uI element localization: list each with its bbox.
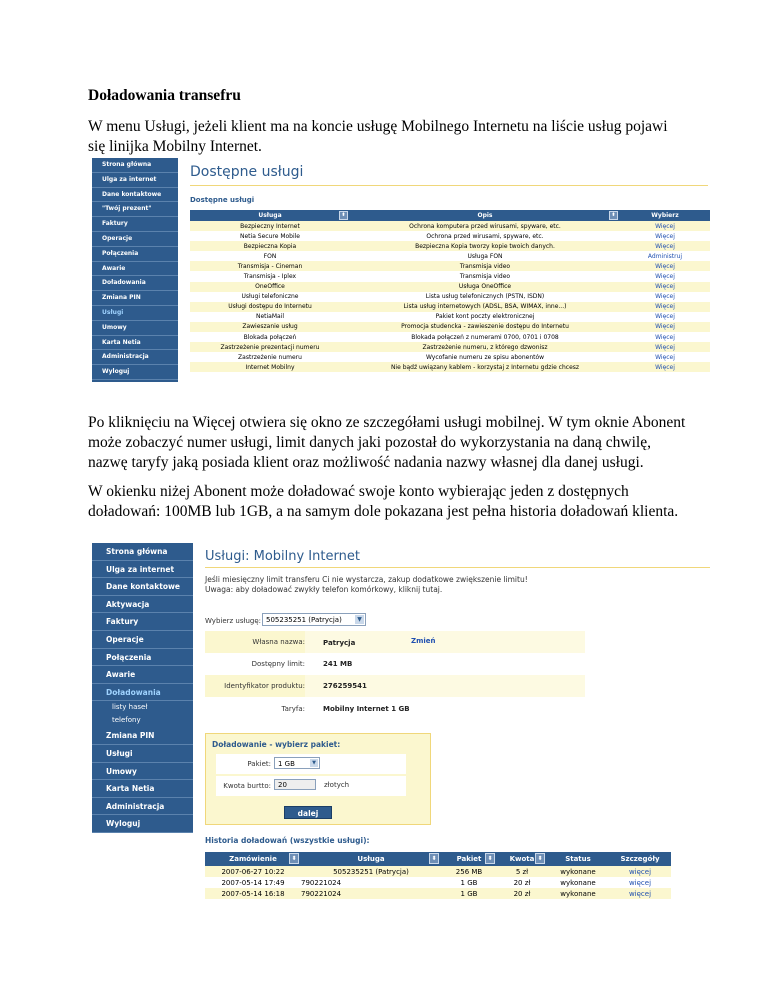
- table-row: [190, 261, 710, 271]
- service-name: Usługi telefoniczne: [190, 292, 350, 302]
- sidebar-item[interactable]: Strona główna: [92, 543, 193, 561]
- page-title: Usługi: Mobilny Internet: [205, 549, 360, 564]
- more-link[interactable]: Więcej: [620, 342, 710, 352]
- sidebar-menu: [92, 158, 178, 382]
- service-name: Netia Secure Mobile: [190, 231, 350, 241]
- sidebar-item[interactable]: Awarie: [92, 666, 193, 684]
- available-limit-value: 241 MB: [323, 660, 353, 668]
- history-cell: 20 zł: [497, 888, 547, 899]
- table-row: [190, 362, 710, 372]
- history-col-header: Szczegóły: [609, 852, 671, 866]
- table-row: [190, 342, 710, 352]
- more-link[interactable]: Więcej: [620, 352, 710, 362]
- detail-label: Identyfikator produktu:: [224, 682, 305, 690]
- history-title: Historia doładowań (wszystkie usługi):: [205, 836, 370, 845]
- table-row: [190, 221, 710, 231]
- topup-history-table: [205, 852, 671, 899]
- chevron-down-icon: ▼: [310, 759, 318, 767]
- page-title: Dostępne usługi: [190, 164, 304, 180]
- service-name: Zastrzeżenie prezentacji numeru: [190, 342, 350, 352]
- service-description: Lista usług internetowych (ADSL, BSA, WIMAX, inne...): [350, 302, 620, 312]
- history-col-header[interactable]: Zamówienie ⬍: [205, 852, 301, 866]
- more-link[interactable]: Więcej: [620, 261, 710, 271]
- detail-label: Własna nazwa:: [252, 638, 305, 646]
- more-link[interactable]: Więcej: [620, 362, 710, 372]
- sort-icon[interactable]: ⬍: [429, 853, 439, 864]
- col-header-service[interactable]: Usługa ⬍: [190, 210, 350, 221]
- history-cell: 5 zł: [497, 866, 547, 877]
- select-service-label: Wybierz usługę:: [205, 617, 262, 625]
- table-row: [190, 271, 710, 281]
- more-link[interactable]: Administruj: [620, 251, 710, 261]
- table-row: [190, 251, 710, 261]
- sidebar-item[interactable]: Administracja: [92, 798, 193, 816]
- table-row: [205, 866, 671, 877]
- sidebar-item[interactable]: "Twój prezent": [92, 202, 178, 217]
- history-cell: 256 MB: [441, 866, 497, 877]
- title-divider: [190, 185, 708, 186]
- services-table: [190, 210, 710, 372]
- notice-text-2: Uwaga: aby doładować zwykły telefon komórkowy, kliknij tutaj.: [205, 585, 443, 594]
- table-row: [205, 888, 671, 899]
- service-description: Blokada połączeń z numerami 0700, 0701 i 0708: [350, 332, 620, 342]
- detail-label: Taryfa:: [281, 705, 305, 713]
- history-cell: wykonane: [547, 888, 609, 899]
- col-header-description[interactable]: Opis ⬍: [350, 210, 620, 221]
- details-link[interactable]: więcej: [609, 888, 671, 899]
- service-description: Zastrzeżenie numeru, z którego dzwonisz: [350, 342, 620, 352]
- doc-paragraph-3: W okienku niżej Abonent może doładować swoje konto wybierając jeden z dostępnych doładowań: 100MB lub 1GB, a na samym dole pokazana jest pełna historia doładowań klienta.: [88, 483, 679, 520]
- history-col-header[interactable]: Pakiet ⬍: [441, 852, 497, 866]
- chevron-down-icon: ▼: [355, 615, 364, 624]
- service-name: Transmisja - Iplex: [190, 271, 350, 281]
- sidebar-item[interactable]: Aktywacja: [92, 596, 193, 614]
- change-name-link[interactable]: Zmień: [411, 637, 436, 645]
- package-select[interactable]: 1 GB ▼: [274, 757, 320, 769]
- service-description: Transmisja video: [350, 271, 620, 281]
- more-link[interactable]: Więcej: [620, 271, 710, 281]
- custom-name-value: Patrycja: [323, 639, 356, 647]
- more-link[interactable]: Więcej: [620, 302, 710, 312]
- service-description: Bezpieczna Kopia tworzy kopie twoich danych.: [350, 241, 620, 251]
- history-cell: 1 GB: [441, 888, 497, 899]
- doc-heading: Doładowania transefru: [88, 87, 241, 104]
- more-link[interactable]: Więcej: [620, 292, 710, 302]
- service-name: OneOffice: [190, 282, 350, 292]
- service-name: NetiaMail: [190, 312, 350, 322]
- history-col-header[interactable]: Usługa ⬍: [301, 852, 441, 866]
- sidebar-item[interactable]: Wyloguj: [92, 365, 178, 380]
- screenshot-available-services: [92, 158, 710, 382]
- table-row: [190, 312, 710, 322]
- service-name: Zastrzeżenie numeru: [190, 352, 350, 362]
- more-link[interactable]: Więcej: [620, 282, 710, 292]
- sort-icon[interactable]: ⬍: [289, 853, 299, 864]
- service-description: Usługa FON: [350, 251, 620, 261]
- sidebar-item[interactable]: Umowy: [92, 763, 193, 781]
- sidebar-item[interactable]: Faktury: [92, 217, 178, 232]
- service-description: Wycofanie numeru ze spisu abonentów: [350, 352, 620, 362]
- history-cell: 2007-05-14 16:18: [205, 888, 301, 899]
- history-cell: 20 zł: [497, 877, 547, 888]
- service-name: Bezpieczna Kopia: [190, 241, 350, 251]
- sidebar-item[interactable]: Ulga za internet: [92, 173, 178, 188]
- history-cell: 790221024: [301, 888, 441, 899]
- service-description: Lista usług telefonicznych (PSTN, ISDN): [350, 292, 620, 302]
- sort-icon[interactable]: ⬍: [485, 853, 495, 864]
- sidebar-item[interactable]: Zmiana PIN: [92, 727, 193, 745]
- doc-paragraph-1: W menu Usługi, jeżeli klient ma na koncie usługę Mobilnego Internetu na liście usług pojawi się linijka Mobilny Internet.: [88, 118, 668, 155]
- sidebar-item[interactable]: Doładowania: [92, 684, 193, 702]
- sidebar-subitem[interactable]: listy haseł: [112, 703, 148, 712]
- sidebar-item[interactable]: Doładowania: [92, 276, 178, 291]
- sidebar-item[interactable]: Faktury: [92, 613, 193, 631]
- table-row: [205, 877, 671, 888]
- product-id-value: 276259541: [323, 682, 367, 690]
- service-details: [205, 631, 585, 729]
- service-name: Zawieszanie usług: [190, 322, 350, 332]
- history-cell: 2007-06-27 10:22: [205, 866, 301, 877]
- sidebar-item[interactable]: Usługi: [92, 306, 178, 321]
- sidebar-item[interactable]: Usługi: [92, 745, 193, 763]
- history-cell: 1 GB: [441, 877, 497, 888]
- sidebar-item[interactable]: Ulga za internet: [92, 561, 193, 579]
- history-cell: 2007-05-14 17:49: [205, 877, 301, 888]
- topup-title: Doładowanie - wybierz pakiet:: [212, 740, 341, 749]
- service-description: Ochrona komputera przed wirusami, spyware, etc.: [350, 221, 620, 231]
- amount-unit: złotych: [324, 781, 350, 789]
- more-link[interactable]: Więcej: [620, 241, 710, 251]
- table-row: [190, 241, 710, 251]
- screenshot-mobile-internet: [92, 543, 712, 928]
- table-row: [190, 332, 710, 342]
- service-description: Nie bądź uwiązany kablem - korzystaj z Internetu gdzie chcesz: [350, 362, 620, 372]
- service-description: Usługa OneOffice: [350, 282, 620, 292]
- history-cell: wykonane: [547, 866, 609, 877]
- col-header-select: Wybierz: [620, 210, 710, 221]
- sort-icon[interactable]: ⬍: [609, 211, 618, 220]
- sidebar-item[interactable]: Karta Netia: [92, 336, 178, 351]
- sidebar-item[interactable]: Dane kontaktowe: [92, 188, 178, 203]
- table-row: [190, 282, 710, 292]
- sidebar-item[interactable]: Operacje: [92, 232, 178, 247]
- title-divider: [205, 567, 710, 568]
- service-select[interactable]: 505235251 (Patrycja) ▼: [262, 613, 366, 626]
- package-label: Pakiet:: [247, 760, 271, 768]
- section-subtitle: Dostępne usługi: [190, 196, 255, 204]
- detail-label: Dostępny limit:: [251, 660, 305, 668]
- sort-icon[interactable]: ⬍: [339, 211, 348, 220]
- sidebar-menu: [92, 543, 193, 832]
- service-description: Transmisja video: [350, 261, 620, 271]
- notice-text: Jeśli miesięczny limit transferu Ci nie wystarcza, zakup dodatkowe zwiększenie limitu!: [205, 575, 528, 584]
- tariff-value: Mobilny Internet 1 GB: [323, 705, 410, 713]
- history-cell: wykonane: [547, 877, 609, 888]
- sort-icon[interactable]: ⬍: [535, 853, 545, 864]
- more-link[interactable]: Więcej: [620, 221, 710, 231]
- table-row: [190, 302, 710, 312]
- sidebar-item[interactable]: Połączenia: [92, 649, 193, 667]
- history-col-header: Status: [547, 852, 609, 866]
- sidebar-item[interactable]: Wyloguj: [92, 815, 193, 833]
- sidebar-item[interactable]: Operacje: [92, 631, 193, 649]
- table-row: [190, 322, 710, 332]
- sidebar-item[interactable]: Awarie: [92, 262, 178, 277]
- service-description: Ochrona przed wirusami, spyware, etc.: [350, 231, 620, 241]
- sidebar-item[interactable]: Strona główna: [92, 158, 178, 173]
- amount-label: Kwota burtto:: [223, 782, 271, 790]
- more-link[interactable]: Więcej: [620, 332, 710, 342]
- sidebar-subitem[interactable]: telefony: [112, 716, 141, 725]
- history-col-header[interactable]: Kwota ⬍: [497, 852, 547, 866]
- history-cell: 505235251 (Patrycja): [301, 866, 441, 877]
- service-name: Bezpieczny Internet: [190, 221, 350, 231]
- details-link[interactable]: więcej: [609, 866, 671, 877]
- service-name: Transmisja - Cineman: [190, 261, 350, 271]
- details-link[interactable]: więcej: [609, 877, 671, 888]
- more-link[interactable]: Więcej: [620, 322, 710, 332]
- more-link[interactable]: Więcej: [620, 312, 710, 322]
- sidebar-item[interactable]: Dane kontaktowe: [92, 578, 193, 596]
- service-name: FON: [190, 251, 350, 261]
- sidebar-item[interactable]: Połączenia: [92, 247, 178, 262]
- next-button[interactable]: dalej: [284, 806, 332, 819]
- service-description: Promocja studencka - zawieszenie dostępu do Internetu: [350, 322, 620, 332]
- table-row: [190, 231, 710, 241]
- history-cell: 790221024: [301, 877, 441, 888]
- service-name: Usługi dostępu do Internetu: [190, 302, 350, 312]
- service-name: Blokada połączeń: [190, 332, 350, 342]
- doc-paragraph-2: Po kliknięciu na Więcej otwiera się okno ze szczegółami usługi mobilnej. W tym oknie Abonent może zobaczyć numer usługi, limit danych jaki pozostał do wykorzystania na daną chwilę, nazwę taryfy jaką posiada klient oraz możliwość nadania nazwy własnej dla danej usługi.: [88, 414, 686, 471]
- service-name: Internet Mobilny: [190, 362, 350, 372]
- amount-input[interactable]: 20: [274, 779, 316, 790]
- table-row: [190, 292, 710, 302]
- more-link[interactable]: Więcej: [620, 231, 710, 241]
- sidebar-item[interactable]: Zmiana PIN: [92, 291, 178, 306]
- topup-panel: [205, 733, 431, 825]
- service-description: Pakiet kont poczty elektronicznej: [350, 312, 620, 322]
- table-row: [190, 352, 710, 362]
- sidebar-item[interactable]: Umowy: [92, 321, 178, 336]
- sidebar-item[interactable]: Karta Netia: [92, 780, 193, 798]
- sidebar-item[interactable]: Administracja: [92, 350, 178, 365]
